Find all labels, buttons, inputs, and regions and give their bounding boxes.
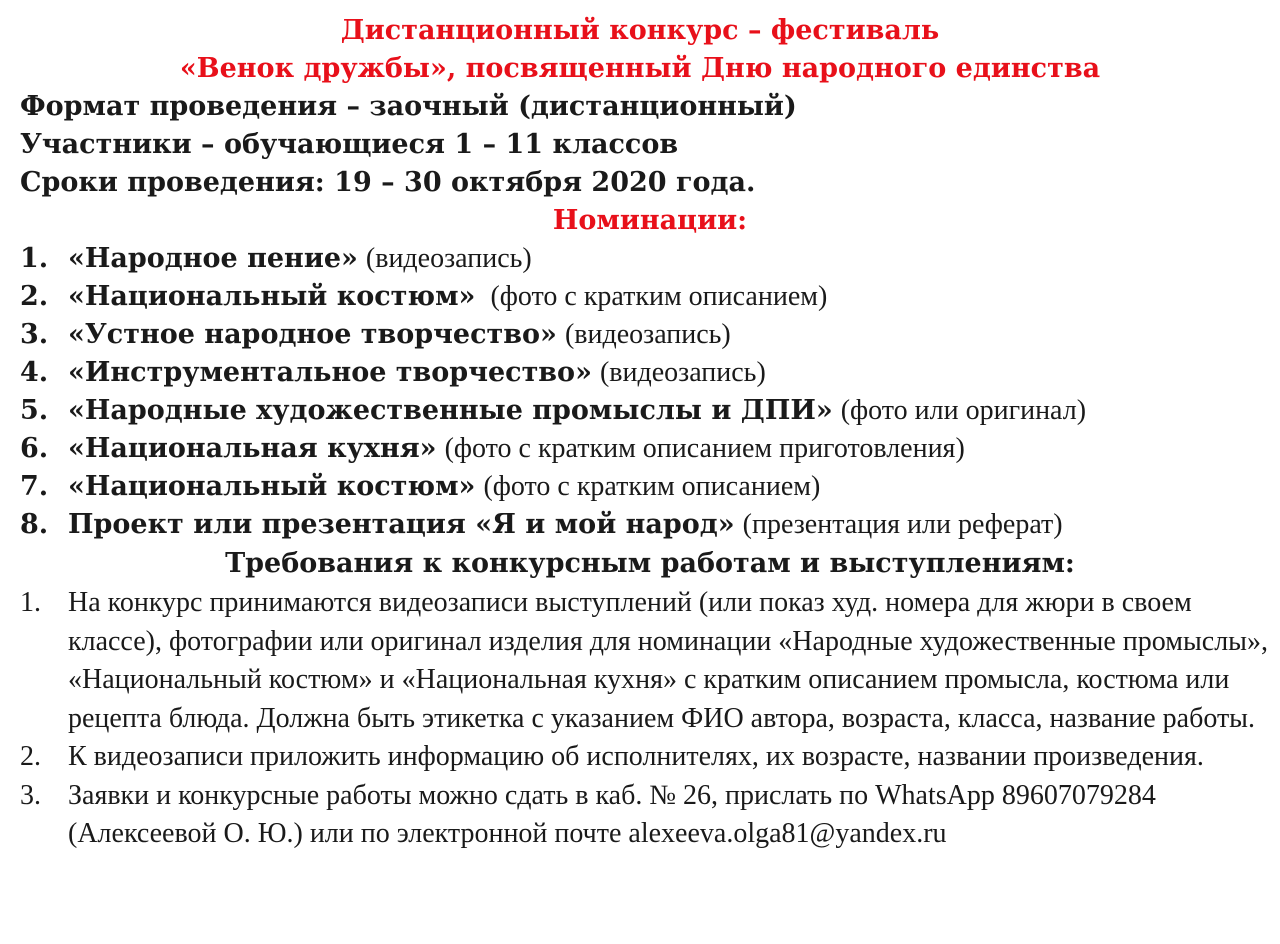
nomination-name: «Национальная кухня»: [68, 433, 437, 464]
nomination-item: [20, 316, 1280, 354]
requirement-text: На конкурс принимаются видеозаписи выступлений (или показ худ. номера для жюри в своем классе), фотографии или оригинал изделия для номинации «Народные художественные промыслы», «Национальный костюм» и «Национальная кухня» с кратким описанием промысла, костюма или рецепта блюда. Должна быть этикетка с указанием ФИО автора, возраста, класса, название работы.: [68, 587, 1268, 734]
nomination-name: «Устное народное творчество»: [68, 319, 557, 350]
nomination-note: (фото с кратким описанием): [483, 471, 821, 502]
requirement-item: [20, 777, 1280, 854]
nomination-name: «Национальный костюм»: [68, 471, 476, 502]
requirement-number: 1.: [20, 587, 41, 618]
requirement-item: [20, 584, 1280, 738]
nomination-note: (видеозапись): [599, 357, 766, 388]
nomination-note: (фото с кратким описанием): [483, 281, 828, 312]
requirements-title: Требования к конкурсным работам и выступлениям:: [225, 548, 1075, 579]
nomination-number: 8.: [20, 509, 49, 540]
nomination-item: [20, 392, 1280, 430]
requirement-text: К видеозаписи приложить информацию об исполнителях, их возрасте, названии произведения.: [68, 741, 1204, 772]
nomination-number: 5.: [20, 395, 49, 426]
requirements-list: [0, 584, 1280, 854]
nomination-item: [20, 278, 1280, 316]
nomination-name: «Национальный костюм»: [68, 281, 476, 312]
nomination-note: (фото или оригинал): [840, 395, 1087, 426]
requirement-number: 2.: [20, 741, 41, 772]
nomination-item: [20, 506, 1280, 544]
requirement-text: Заявки и конкурсные работы можно сдать в каб. № 26, прислать по WhatsApp 89607079284 (Алексеевой О. Ю.) или по электронной почте alexeeva.olga81@yandex.ru: [68, 779, 1156, 849]
nomination-number: 2.: [20, 281, 49, 312]
nomination-note: (презентация или реферат): [742, 509, 1063, 540]
dates-line: Сроки проведения: 19 – 30 октября 2020 года.: [20, 167, 756, 198]
nomination-note: (видеозапись): [564, 319, 731, 350]
nomination-item: [20, 354, 1280, 392]
nomination-item: [20, 430, 1280, 468]
nominations-list: [0, 240, 1280, 544]
nomination-number: 4.: [20, 357, 49, 388]
nominations-title: Номинации:: [552, 205, 748, 236]
nomination-name: «Народное пение»: [68, 243, 358, 274]
nomination-note: (видеозапись): [365, 243, 532, 274]
requirement-number: 3.: [20, 779, 41, 811]
participants-line: Участники – обучающиеся 1 – 11 классов: [20, 129, 679, 160]
nomination-number: 1.: [20, 243, 49, 274]
nomination-number: 3.: [20, 319, 49, 350]
nomination-note: (фото с кратким описанием приготовления): [444, 433, 965, 464]
nomination-item: [20, 240, 1280, 278]
nomination-name: «Народные художественные промыслы и ДПИ»: [68, 395, 833, 426]
nomination-name: Проект или презентация «Я и мой народ»: [68, 509, 735, 540]
nomination-item: [20, 468, 1280, 506]
requirement-item: [20, 738, 1280, 777]
nomination-name: «Инструментальное творчество»: [68, 357, 592, 388]
nomination-number: 7.: [20, 471, 49, 502]
nomination-number: 6.: [20, 433, 49, 464]
event-title-line-1: Дистанционный конкурс – фестиваль: [340, 15, 940, 46]
event-title-line-2: «Венок дружбы», посвященный Дню народного единства: [179, 53, 1101, 84]
format-line: Формат проведения – заочный (дистанционный): [20, 91, 797, 122]
